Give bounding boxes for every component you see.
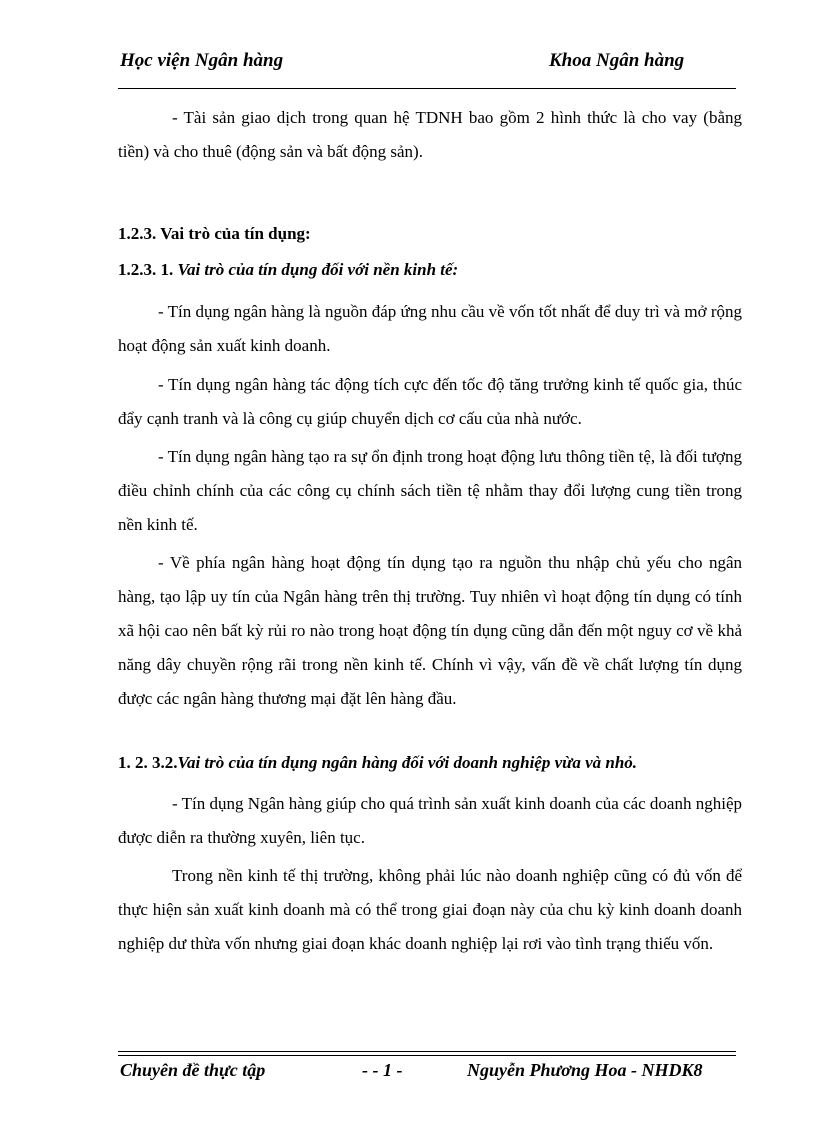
subsection-number: 1. 2. 3.2. — [118, 753, 178, 772]
page-number: - - 1 - — [362, 1060, 403, 1080]
paragraph-assets: - Tài sản giao dịch trong quan hệ TDNH bao gồm 2 hình thức là cho vay (bằng tiền) và cho thuê (động sản và bất động sản). — [118, 108, 742, 161]
paragraph-stability: - Tín dụng ngân hàng tạo ra sự ổn định trong hoạt động lưu thông tiền tệ, là đối tượng điều chỉnh chính của các công cụ chính sách tiền tệ nhằm thay đổi lượng cung tiền trong nền kinh tế. — [118, 447, 742, 534]
header-rule — [118, 88, 736, 89]
subsection-number: 1.2.3. 1. — [118, 260, 178, 279]
subsection-title: Vai trò của tín dụng ngân hàng đối với doanh nghiệp vừa và nhỏ. — [177, 753, 638, 772]
footer-right: Nguyễn Phương Hoa - NHDK8 — [467, 1060, 703, 1080]
subsection-title: Vai trò của tín dụng đối với nền kinh tế: — [177, 260, 459, 279]
subsection-heading-sme — [118, 753, 637, 773]
header-left: Học viện Ngân hàng — [120, 50, 284, 71]
footer-rule-bottom — [118, 1055, 736, 1056]
footer-left: Chuyên đề thực tập — [120, 1060, 266, 1080]
paragraph-capital-source: - Tín dụng ngân hàng là nguồn đáp ứng nhu cầu về vốn tốt nhất để duy trì và mở rộng hoạt động sản xuất kinh doanh. — [118, 302, 742, 355]
paragraph-continuous-production: - Tín dụng Ngân hàng giúp cho quá trình sản xuất kinh doanh của các doanh nghiệp được diễn ra thường xuyên, liên tục. — [118, 794, 742, 847]
paragraph-market-economy: Trong nền kinh tế thị trường, không phải lúc nào doanh nghiệp cũng có đủ vốn để thực hiện sản xuất kinh doanh mà có thể trong giai đoạn này của chu kỳ kinh doanh doanh nghiệp dư thừa vốn nhưng giai đoạn khác doanh nghiệp lại rơi vào tình trạng thiếu vốn. — [118, 866, 742, 953]
subsection-heading-economy — [118, 260, 458, 280]
section-heading-credit-role: 1.2.3. Vai trò của tín dụng: — [118, 224, 311, 243]
paragraph-bank-income: - Về phía ngân hàng hoạt động tín dụng tạo ra nguồn thu nhập chủ yếu cho ngân hàng, tạo lập uy tín của Ngân hàng trên thị trường. Tuy nhiên vì hoạt động tín dụng có tính xã hội cao nên bất kỳ rủi ro nào trong hoạt động tín dụng cũng dẫn đến một nguy cơ về khả năng dây chuyền rộng rãi trong nền kinh tế. Chính vì vậy, vấn đề về chất lượng tín dụng được các ngân hàng thương mại đặt lên hàng đầu. — [118, 553, 742, 708]
header-right: Khoa Ngân hàng — [549, 50, 685, 71]
footer-rule-top — [118, 1051, 736, 1052]
paragraph-growth: - Tín dụng ngân hàng tác động tích cực đến tốc độ tăng trưởng kinh tế quốc gia, thúc đẩy cạnh tranh và là công cụ giúp chuyển dịch cơ cấu của nhà nước. — [118, 375, 742, 428]
